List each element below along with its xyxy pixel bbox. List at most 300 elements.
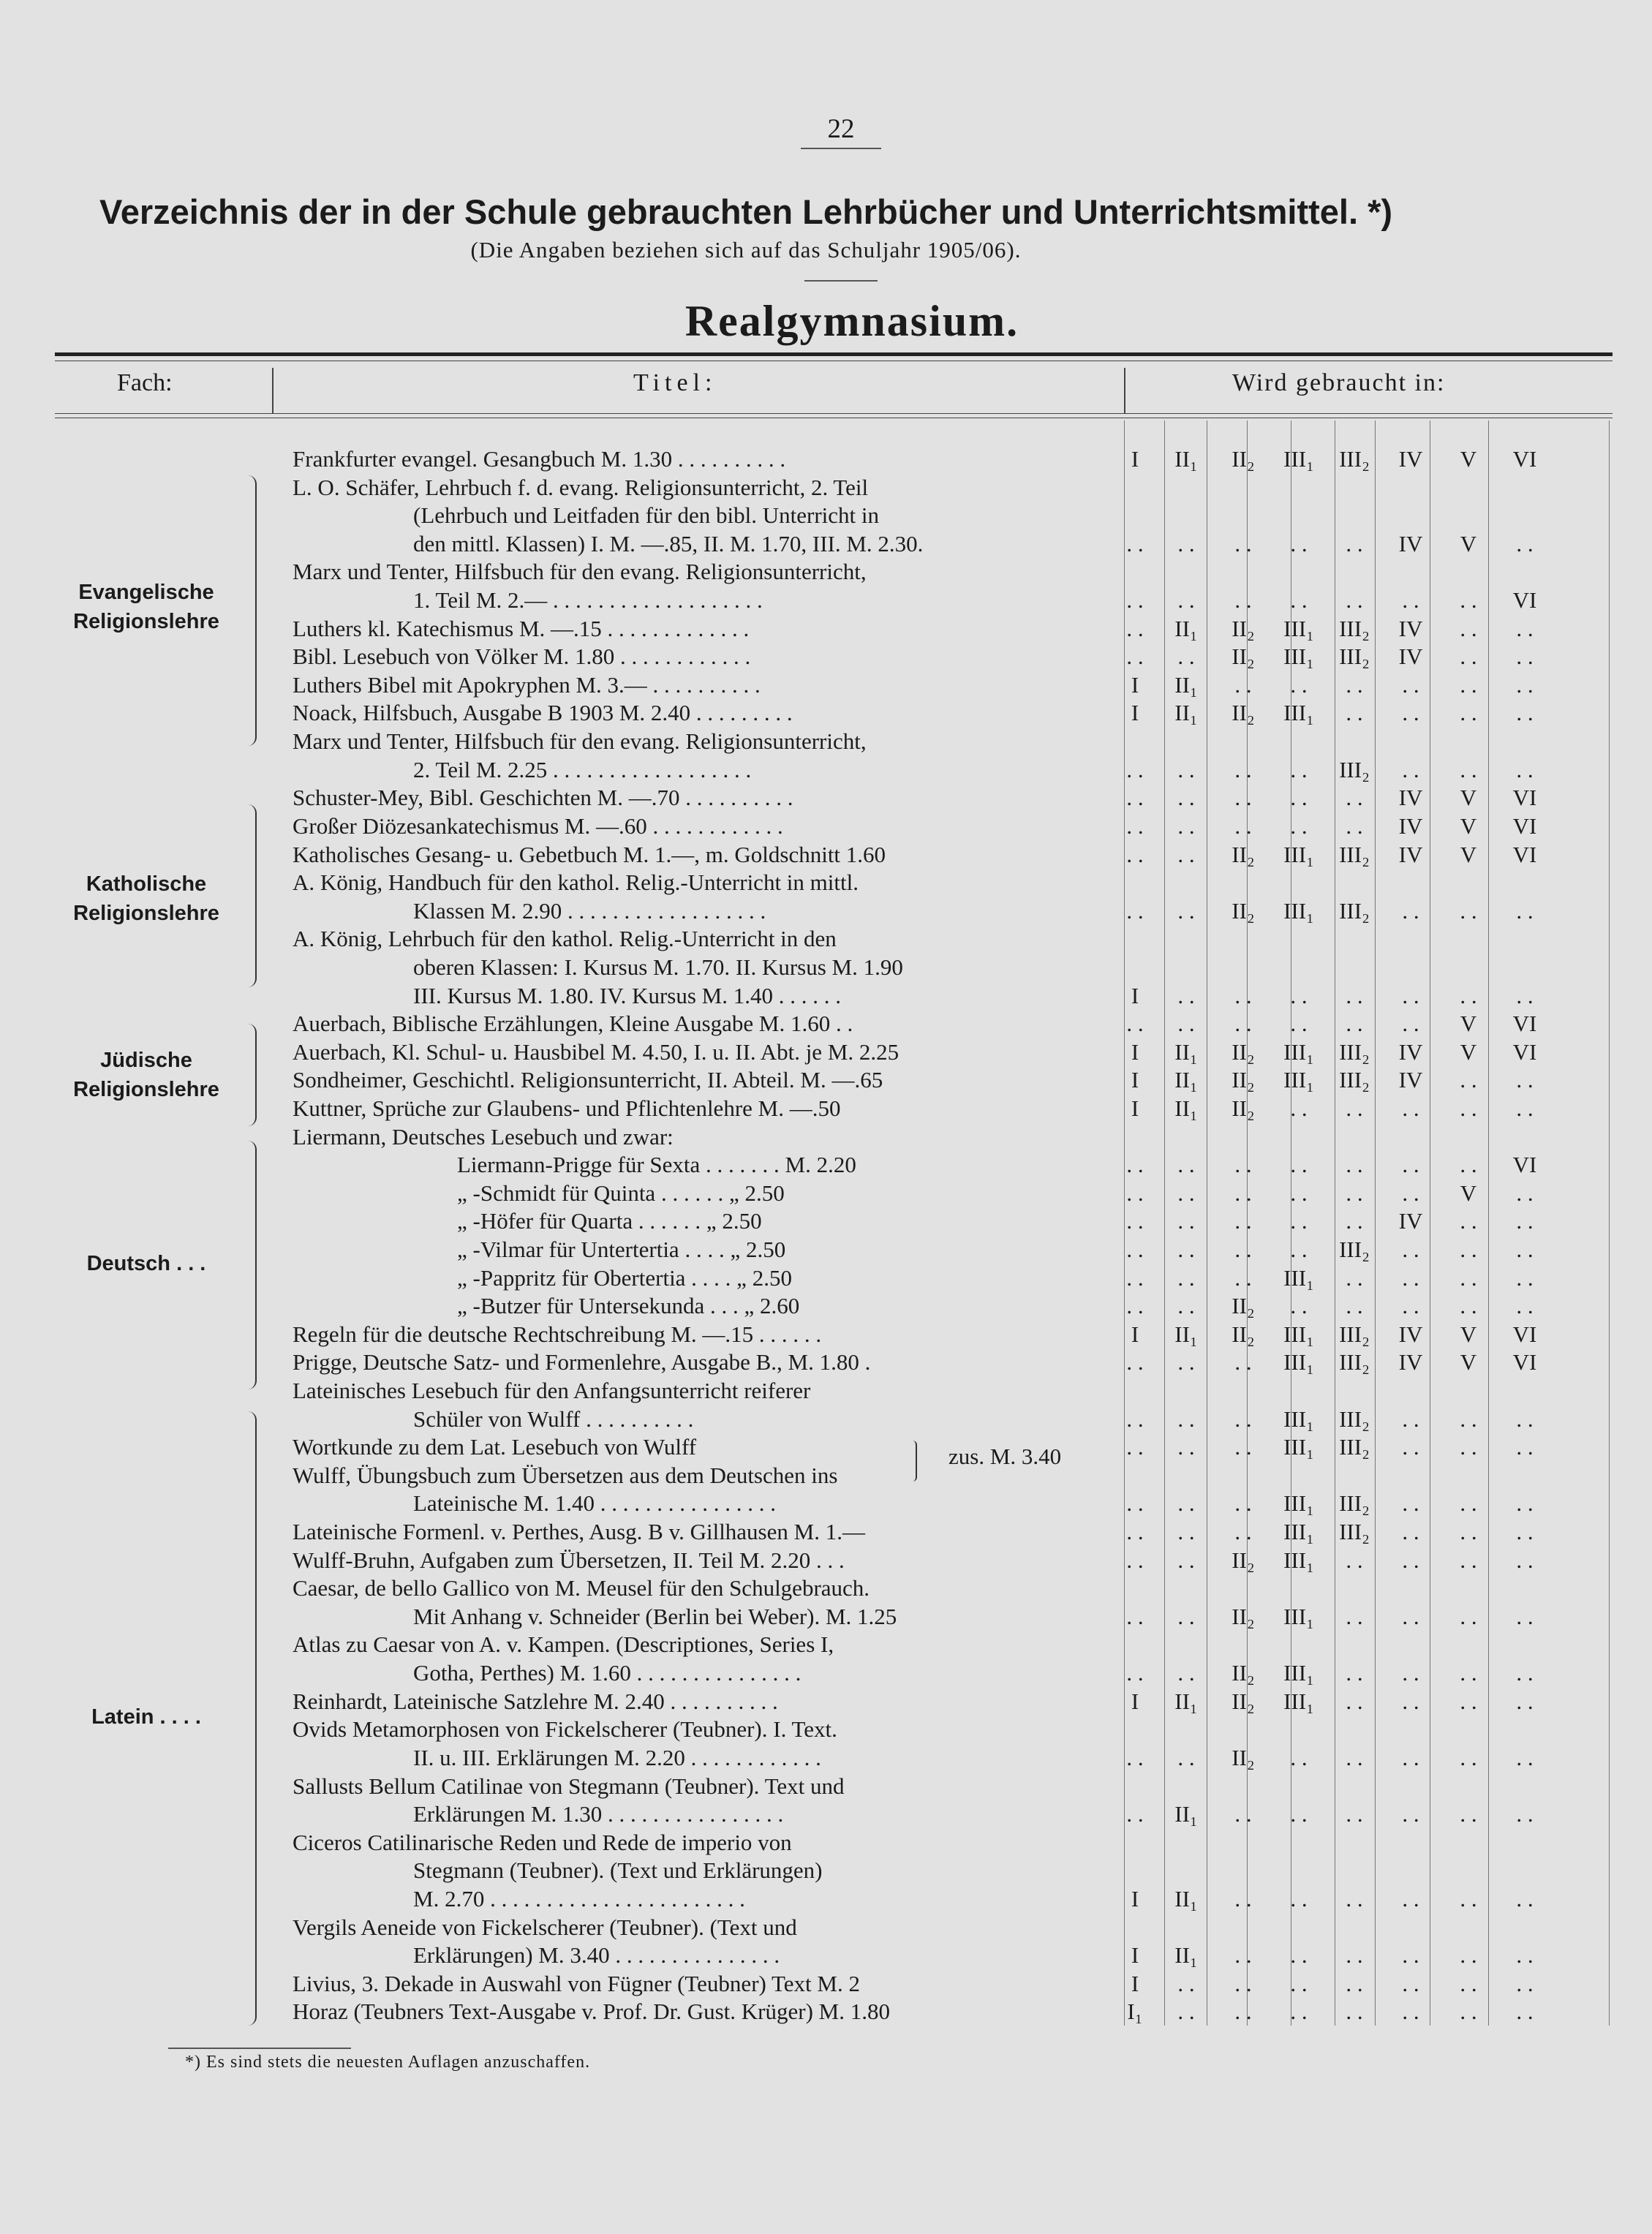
- class-cell: . .: [1460, 1971, 1477, 1996]
- class-cell: II₂: [1232, 446, 1255, 472]
- class-cell: . .: [1290, 757, 1308, 782]
- class-cell: . .: [1516, 983, 1534, 1008]
- class-cell: I: [1131, 446, 1139, 472]
- book-title: Erklärungen M. 1.30 . . . . . . . . . . . . . . . .: [413, 1801, 784, 1827]
- class-cell: III₂: [1339, 1519, 1370, 1544]
- class-cell: . .: [1346, 672, 1363, 698]
- bracket-note: zus. M. 3.40: [948, 1444, 1062, 1469]
- class-cell: II₁: [1174, 1321, 1198, 1347]
- class-cell: . .: [1177, 983, 1195, 1008]
- class-cell: . .: [1516, 1999, 1534, 2024]
- class-cell: . .: [1516, 616, 1534, 641]
- divider: [272, 368, 274, 413]
- class-cell: . .: [1126, 1519, 1144, 1544]
- class-cell: V: [1460, 785, 1477, 810]
- class-cell: II₂: [1232, 1688, 1255, 1714]
- class-cell: . .: [1516, 1547, 1534, 1573]
- subject-label: Religionslehre: [73, 610, 219, 633]
- class-cell: . .: [1346, 1604, 1363, 1629]
- header-titel: Titel:: [633, 369, 717, 396]
- book-title: Luthers kl. Katechismus M. —.15 . . . . . . . . . . . . .: [293, 616, 750, 641]
- divider: [804, 280, 878, 282]
- class-cell: . .: [1126, 616, 1144, 641]
- class-cell: . .: [1234, 983, 1252, 1008]
- book-title: L. O. Schäfer, Lehrbuch f. d. evang. Religionsunterricht, 2. Teil: [293, 475, 869, 500]
- class-cell: . .: [1177, 644, 1195, 669]
- class-cell: . .: [1234, 1208, 1252, 1234]
- class-cell: . .: [1177, 1519, 1195, 1544]
- class-cell: . .: [1177, 785, 1195, 810]
- subject-label: Religionslehre: [73, 902, 219, 925]
- class-cell: I: [1131, 983, 1139, 1008]
- class-cell: . .: [1346, 1999, 1363, 2024]
- class-cell: . .: [1516, 531, 1534, 556]
- class-cell: . .: [1234, 1801, 1252, 1827]
- class-cell: . .: [1346, 1180, 1363, 1206]
- class-cell: . .: [1402, 983, 1419, 1008]
- class-cell: . .: [1290, 587, 1308, 613]
- class-cell: . .: [1346, 1942, 1363, 1968]
- class-cell: . .: [1516, 1180, 1534, 1206]
- subject-label: Katholische: [86, 872, 207, 896]
- class-cell: . .: [1234, 1237, 1252, 1262]
- class-cell: II₂: [1232, 1321, 1255, 1347]
- class-cell: II₁: [1174, 1067, 1198, 1093]
- class-cell: . .: [1402, 1265, 1419, 1291]
- class-cell: . .: [1177, 842, 1195, 867]
- class-cell: . .: [1402, 1886, 1419, 1912]
- class-cell: . .: [1290, 1011, 1308, 1036]
- class-cell: II₂: [1232, 1660, 1255, 1686]
- class-cell: . .: [1290, 813, 1308, 839]
- brace: [245, 1024, 257, 1126]
- book-title: A. König, Lehrbuch für den kathol. Relig.-Unterricht in den: [293, 926, 837, 951]
- class-cell: III₁: [1283, 842, 1314, 867]
- brace: [245, 804, 257, 987]
- class-cell: . .: [1460, 1886, 1477, 1912]
- subject-label: Religionslehre: [73, 1078, 219, 1101]
- class-cell: . .: [1402, 1688, 1419, 1714]
- book-title: oberen Klassen: I. Kursus M. 1.70. II. Kursus M. 1.90: [413, 954, 903, 980]
- book-title: Liermann-Prigge für Sexta . . . . . . . M. 2.20: [457, 1152, 856, 1177]
- class-cell: I₁: [1127, 1999, 1143, 2024]
- class-cell: . .: [1346, 1547, 1363, 1573]
- book-title: Noack, Hilfsbuch, Ausgabe B 1903 M. 2.40 . . . . . . . . .: [293, 700, 793, 725]
- book-title: 2. Teil M. 2.25 . . . . . . . . . . . . . . . . . .: [413, 757, 752, 782]
- class-cell: . .: [1516, 672, 1534, 698]
- class-cell: . .: [1126, 1801, 1144, 1827]
- class-cell: . .: [1460, 1801, 1477, 1827]
- class-cell: . .: [1402, 1660, 1419, 1686]
- divider: [168, 2048, 351, 2049]
- class-cell: . .: [1402, 1547, 1419, 1573]
- class-cell: . .: [1234, 1152, 1252, 1177]
- class-cell: II₁: [1174, 1688, 1198, 1714]
- class-cell: . .: [1290, 1971, 1308, 1996]
- class-cell: III₂: [1339, 1434, 1370, 1460]
- class-cell: . .: [1234, 672, 1252, 698]
- class-cell: . .: [1234, 1490, 1252, 1516]
- class-cell: . .: [1402, 672, 1419, 698]
- class-cell: II₁: [1174, 1801, 1198, 1827]
- class-cell: II₂: [1232, 842, 1255, 867]
- class-cell: III₁: [1283, 1688, 1314, 1714]
- class-cell: . .: [1126, 785, 1144, 810]
- class-cell: II₁: [1174, 616, 1198, 641]
- class-cell: IV: [1398, 813, 1423, 839]
- class-cell: I: [1131, 1067, 1139, 1093]
- class-cell: IV: [1398, 1349, 1423, 1375]
- class-cell: . .: [1346, 700, 1363, 725]
- class-cell: . .: [1290, 1999, 1308, 2024]
- class-cell: II₁: [1174, 700, 1198, 725]
- class-cell: . .: [1460, 1434, 1477, 1460]
- book-title: Regeln für die deutsche Rechtschreibung M. —.15 . . . . . .: [293, 1321, 822, 1347]
- class-cell: . .: [1177, 1406, 1195, 1432]
- class-cell: . .: [1460, 616, 1477, 641]
- book-title: Ciceros Catilinarische Reden und Rede de imperio von: [293, 1830, 792, 1855]
- class-cell: . .: [1177, 1745, 1195, 1770]
- brace: [245, 475, 257, 746]
- class-cell: . .: [1460, 1519, 1477, 1544]
- class-cell: III₁: [1283, 1519, 1314, 1544]
- class-cell: . .: [1460, 644, 1477, 669]
- class-cell: . .: [1346, 1886, 1363, 1912]
- class-cell: . .: [1346, 1293, 1363, 1318]
- class-cell: . .: [1402, 1519, 1419, 1544]
- class-cell: . .: [1346, 1152, 1363, 1177]
- book-title: Klassen M. 2.90 . . . . . . . . . . . . . . . . . .: [413, 898, 766, 924]
- book-title: „ -Höfer für Quarta . . . . . . „ 2.50: [457, 1208, 762, 1234]
- class-cell: . .: [1346, 813, 1363, 839]
- class-cell: VI: [1512, 813, 1537, 839]
- class-cell: III₂: [1339, 446, 1370, 472]
- class-cell: III₂: [1339, 757, 1370, 782]
- class-cell: . .: [1402, 1745, 1419, 1770]
- brace: [245, 1141, 257, 1389]
- class-cell: VI: [1512, 785, 1537, 810]
- class-cell: VI: [1512, 1039, 1537, 1065]
- book-title: Horaz (Teubners Text-Ausgabe v. Prof. Dr. Gust. Krüger) M. 1.80: [293, 1999, 890, 2024]
- class-cell: . .: [1126, 757, 1144, 782]
- class-cell: I: [1131, 1688, 1139, 1714]
- class-cell: . .: [1290, 1180, 1308, 1206]
- book-title: Großer Diözesankatechismus M. —.60 . . . . . . . . . . . .: [293, 813, 783, 839]
- class-cell: . .: [1126, 898, 1144, 924]
- class-cell: I: [1131, 1039, 1139, 1065]
- book-title: Wortkunde zu dem Lat. Lesebuch von Wulff: [293, 1434, 697, 1460]
- class-cell: . .: [1126, 1490, 1144, 1516]
- class-cell: VI: [1512, 842, 1537, 867]
- class-cell: . .: [1516, 1604, 1534, 1629]
- class-cell: . .: [1126, 1406, 1144, 1432]
- class-cell: . .: [1460, 1745, 1477, 1770]
- class-cell: . .: [1402, 1604, 1419, 1629]
- class-cell: I: [1131, 700, 1139, 725]
- class-cell: . .: [1346, 1011, 1363, 1036]
- book-title: „ -Butzer für Untersekunda . . . „ 2.60: [457, 1293, 800, 1318]
- class-cell: II₂: [1232, 616, 1255, 641]
- divider: [55, 352, 1613, 356]
- class-cell: . .: [1460, 1208, 1477, 1234]
- class-cell: . .: [1402, 1095, 1419, 1121]
- class-cell: . .: [1177, 1999, 1195, 2024]
- class-cell: II₁: [1174, 1039, 1198, 1065]
- class-cell: . .: [1460, 1265, 1477, 1291]
- class-cell: V: [1460, 1349, 1477, 1375]
- class-cell: . .: [1126, 1745, 1144, 1770]
- class-cell: . .: [1516, 1801, 1534, 1827]
- class-cell: . .: [1290, 983, 1308, 1008]
- class-cell: . .: [1346, 1971, 1363, 1996]
- class-cell: . .: [1177, 1293, 1195, 1318]
- class-cell: . .: [1460, 1688, 1477, 1714]
- class-cell: . .: [1516, 1971, 1534, 1996]
- book-title: Lateinische M. 1.40 . . . . . . . . . . . . . . . .: [413, 1490, 776, 1516]
- class-cell: . .: [1402, 700, 1419, 725]
- class-cell: . .: [1402, 1237, 1419, 1262]
- class-cell: V: [1460, 446, 1477, 472]
- class-cell: . .: [1234, 1971, 1252, 1996]
- book-title: Schuster-Mey, Bibl. Geschichten M. —.70 . . . . . . . . . .: [293, 785, 793, 810]
- class-cell: . .: [1346, 1095, 1363, 1121]
- class-cell: IV: [1398, 616, 1423, 641]
- class-cell: . .: [1177, 813, 1195, 839]
- book-title: Reinhardt, Lateinische Satzlehre M. 2.40 . . . . . . . . . .: [293, 1688, 778, 1714]
- class-cell: . .: [1460, 1237, 1477, 1262]
- class-cell: . .: [1346, 983, 1363, 1008]
- book-title: Marx und Tenter, Hilfsbuch für den evang. Religionsunterricht,: [293, 559, 867, 584]
- book-title: (Lehrbuch und Leitfaden für den bibl. Unterricht in: [413, 502, 879, 528]
- class-cell: III₁: [1283, 1604, 1314, 1629]
- class-cell: III₁: [1283, 1660, 1314, 1686]
- class-cell: III₁: [1283, 1490, 1314, 1516]
- class-cell: I: [1131, 1971, 1139, 1996]
- class-cell: . .: [1177, 1434, 1195, 1460]
- class-cell: II₂: [1232, 700, 1255, 725]
- class-cell: VI: [1512, 1011, 1537, 1036]
- header-wird: Wird gebraucht in:: [1232, 369, 1446, 396]
- class-cell: . .: [1126, 644, 1144, 669]
- class-cell: . .: [1516, 1490, 1534, 1516]
- class-cell: III₁: [1283, 1406, 1314, 1432]
- class-cell: . .: [1516, 1406, 1534, 1432]
- class-cell: . .: [1516, 1660, 1534, 1686]
- table-row: [0, 445, 1652, 474]
- brace: [245, 1411, 257, 2026]
- book-title: Lateinische Formenl. v. Perthes, Ausg. B v. Gillhausen M. 1.—: [293, 1519, 865, 1544]
- class-cell: . .: [1402, 898, 1419, 924]
- class-cell: . .: [1516, 1688, 1534, 1714]
- class-cell: . .: [1177, 1604, 1195, 1629]
- class-cell: . .: [1346, 1660, 1363, 1686]
- class-cell: . .: [1460, 1406, 1477, 1432]
- book-title: Auerbach, Biblische Erzählungen, Kleine Ausgabe M. 1.60 . .: [293, 1011, 853, 1036]
- class-cell: . .: [1177, 1011, 1195, 1036]
- class-cell: . .: [1126, 1660, 1144, 1686]
- book-title: Wulff-Bruhn, Aufgaben zum Übersetzen, II. Teil M. 2.20 . . .: [293, 1547, 845, 1573]
- class-cell: . .: [1460, 587, 1477, 613]
- class-cell: . .: [1516, 1745, 1534, 1770]
- book-title: den mittl. Klassen) I. M. —.85, II. M. 1.70, III. M. 2.30.: [413, 531, 924, 556]
- book-title: III. Kursus M. 1.80. IV. Kursus M. 1.40 . . . . . .: [413, 983, 841, 1008]
- class-cell: . .: [1126, 1208, 1144, 1234]
- class-cell: . .: [1516, 1942, 1534, 1968]
- class-cell: IV: [1398, 531, 1423, 556]
- class-cell: . .: [1290, 1152, 1308, 1177]
- class-cell: IV: [1398, 1208, 1423, 1234]
- class-cell: . .: [1126, 531, 1144, 556]
- class-cell: . .: [1516, 898, 1534, 924]
- class-cell: II₂: [1232, 1547, 1255, 1573]
- class-cell: III₁: [1283, 1265, 1314, 1291]
- class-cell: IV: [1398, 1067, 1423, 1093]
- class-cell: I: [1131, 1095, 1139, 1121]
- class-cell: . .: [1177, 1208, 1195, 1234]
- book-title: „ -Vilmar für Untertertia . . . . „ 2.50: [457, 1237, 786, 1262]
- class-cell: . .: [1126, 813, 1144, 839]
- class-cell: . .: [1126, 1604, 1144, 1629]
- class-cell: . .: [1290, 1942, 1308, 1968]
- class-cell: . .: [1516, 1237, 1534, 1262]
- book-title: Auerbach, Kl. Schul- u. Hausbibel M. 4.50, I. u. II. Abt. je M. 2.25: [293, 1039, 899, 1065]
- class-cell: VI: [1512, 1349, 1537, 1375]
- book-title: Frankfurter evangel. Gesangbuch M. 1.30 . . . . . . . . . .: [293, 446, 786, 472]
- book-title: Katholisches Gesang- u. Gebetbuch M. 1.—, m. Goldschnitt 1.60: [293, 842, 886, 867]
- class-cell: . .: [1234, 587, 1252, 613]
- class-cell: . .: [1460, 1660, 1477, 1686]
- class-cell: . .: [1460, 1547, 1477, 1573]
- class-cell: . .: [1290, 1095, 1308, 1121]
- class-cell: . .: [1460, 983, 1477, 1008]
- class-cell: . .: [1234, 1999, 1252, 2024]
- class-cell: V: [1460, 1321, 1477, 1347]
- class-cell: . .: [1126, 1434, 1144, 1460]
- book-title: Wulff, Übungsbuch zum Übersetzen aus dem Deutschen ins: [293, 1463, 838, 1488]
- class-cell: . .: [1177, 587, 1195, 613]
- class-cell: . .: [1290, 531, 1308, 556]
- class-cell: V: [1460, 531, 1477, 556]
- class-cell: IV: [1398, 1039, 1423, 1065]
- class-cell: . .: [1402, 1293, 1419, 1318]
- footnote: *) Es sind stets die neuesten Auflagen anzuschaffen.: [185, 2053, 591, 2072]
- book-title: II. u. III. Erklärungen M. 2.20 . . . . . . . . . . . .: [413, 1745, 821, 1770]
- class-cell: . .: [1234, 1434, 1252, 1460]
- class-cell: III₁: [1283, 616, 1314, 641]
- class-cell: . .: [1177, 757, 1195, 782]
- class-cell: . .: [1346, 1688, 1363, 1714]
- class-cell: IV: [1398, 842, 1423, 867]
- class-cell: . .: [1346, 1265, 1363, 1291]
- class-cell: . .: [1290, 1886, 1308, 1912]
- book-title: Sallusts Bellum Catilinae von Stegmann (Teubner). Text und: [293, 1773, 845, 1799]
- class-cell: . .: [1290, 1745, 1308, 1770]
- class-cell: VI: [1512, 587, 1537, 613]
- class-cell: . .: [1126, 587, 1144, 613]
- book-title: Livius, 3. Dekade in Auswahl von Fügner (Teubner) Text M. 2: [293, 1971, 860, 1996]
- class-cell: . .: [1460, 757, 1477, 782]
- class-cell: II₁: [1174, 672, 1198, 698]
- class-cell: . .: [1346, 1745, 1363, 1770]
- class-cell: VI: [1512, 1321, 1537, 1347]
- book-title: Luthers Bibel mit Apokryphen M. 3.— . . . . . . . . . .: [293, 672, 761, 698]
- book-title: M. 2.70 . . . . . . . . . . . . . . . . . . . . . . .: [413, 1886, 745, 1912]
- class-cell: . .: [1516, 1265, 1534, 1291]
- class-cell: II₂: [1232, 1095, 1255, 1121]
- class-cell: . .: [1402, 1999, 1419, 2024]
- class-cell: III₂: [1339, 1349, 1370, 1375]
- class-cell: . .: [1177, 1660, 1195, 1686]
- class-cell: II₁: [1174, 1942, 1198, 1968]
- class-cell: . .: [1402, 1180, 1419, 1206]
- class-cell: III₂: [1339, 1490, 1370, 1516]
- table-row: [0, 755, 1652, 785]
- class-cell: . .: [1290, 1801, 1308, 1827]
- book-title: Ovids Metamorphosen von Fickelscherer (Teubner). I. Text.: [293, 1716, 837, 1742]
- book-title: Marx und Tenter, Hilfsbuch für den evang. Religionsunterricht,: [293, 728, 867, 754]
- class-cell: . .: [1234, 1265, 1252, 1291]
- class-cell: III₁: [1283, 898, 1314, 924]
- book-title: Prigge, Deutsche Satz- und Formenlehre, Ausgabe B., M. 1.80 .: [293, 1349, 871, 1375]
- class-cell: . .: [1516, 1886, 1534, 1912]
- class-cell: . .: [1290, 785, 1308, 810]
- class-cell: VI: [1512, 1152, 1537, 1177]
- class-cell: I: [1131, 672, 1139, 698]
- book-title: Kuttner, Sprüche zur Glaubens- und Pflichtenlehre M. —.50: [293, 1095, 841, 1121]
- class-cell: II₂: [1232, 1293, 1255, 1318]
- book-title: „ -Schmidt für Quinta . . . . . . „ 2.50: [457, 1180, 785, 1206]
- class-cell: . .: [1402, 1406, 1419, 1432]
- class-cell: . .: [1460, 1942, 1477, 1968]
- divider: [1124, 368, 1125, 413]
- class-cell: III₂: [1339, 1067, 1370, 1093]
- book-title: Atlas zu Caesar von A. v. Kampen. (Descriptiones, Series I,: [293, 1631, 834, 1657]
- class-cell: III₂: [1339, 1321, 1370, 1347]
- class-cell: . .: [1234, 531, 1252, 556]
- class-cell: . .: [1234, 1011, 1252, 1036]
- class-cell: . .: [1460, 898, 1477, 924]
- class-cell: . .: [1177, 1237, 1195, 1262]
- class-cell: . .: [1516, 1434, 1534, 1460]
- class-cell: . .: [1177, 531, 1195, 556]
- class-cell: . .: [1460, 1604, 1477, 1629]
- class-cell: III₁: [1283, 446, 1314, 472]
- class-cell: I: [1131, 1321, 1139, 1347]
- class-cell: . .: [1402, 1434, 1419, 1460]
- class-cell: I: [1131, 1942, 1139, 1968]
- class-cell: IV: [1398, 785, 1423, 810]
- subject-label: Jüdische: [100, 1049, 192, 1072]
- class-cell: . .: [1346, 587, 1363, 613]
- class-cell: . .: [1346, 1801, 1363, 1827]
- class-cell: . .: [1177, 1971, 1195, 1996]
- class-cell: . .: [1126, 1349, 1144, 1375]
- header-fach: Fach:: [117, 369, 173, 396]
- class-cell: V: [1460, 842, 1477, 867]
- class-cell: III₁: [1283, 1067, 1314, 1093]
- subject-label: Evangelische: [78, 581, 214, 604]
- subtitle: (Die Angaben beziehen sich auf das Schuljahr 1905/06).: [470, 237, 1022, 263]
- class-cell: . .: [1234, 757, 1252, 782]
- book-title: Liermann, Deutsches Lesebuch und zwar:: [293, 1124, 674, 1150]
- class-cell: . .: [1234, 1180, 1252, 1206]
- section-title: Realgymnasium.: [684, 297, 1019, 345]
- class-cell: . .: [1290, 672, 1308, 698]
- class-cell: . .: [1346, 785, 1363, 810]
- class-cell: . .: [1177, 1349, 1195, 1375]
- class-cell: III₂: [1339, 1237, 1370, 1262]
- class-cell: . .: [1460, 1152, 1477, 1177]
